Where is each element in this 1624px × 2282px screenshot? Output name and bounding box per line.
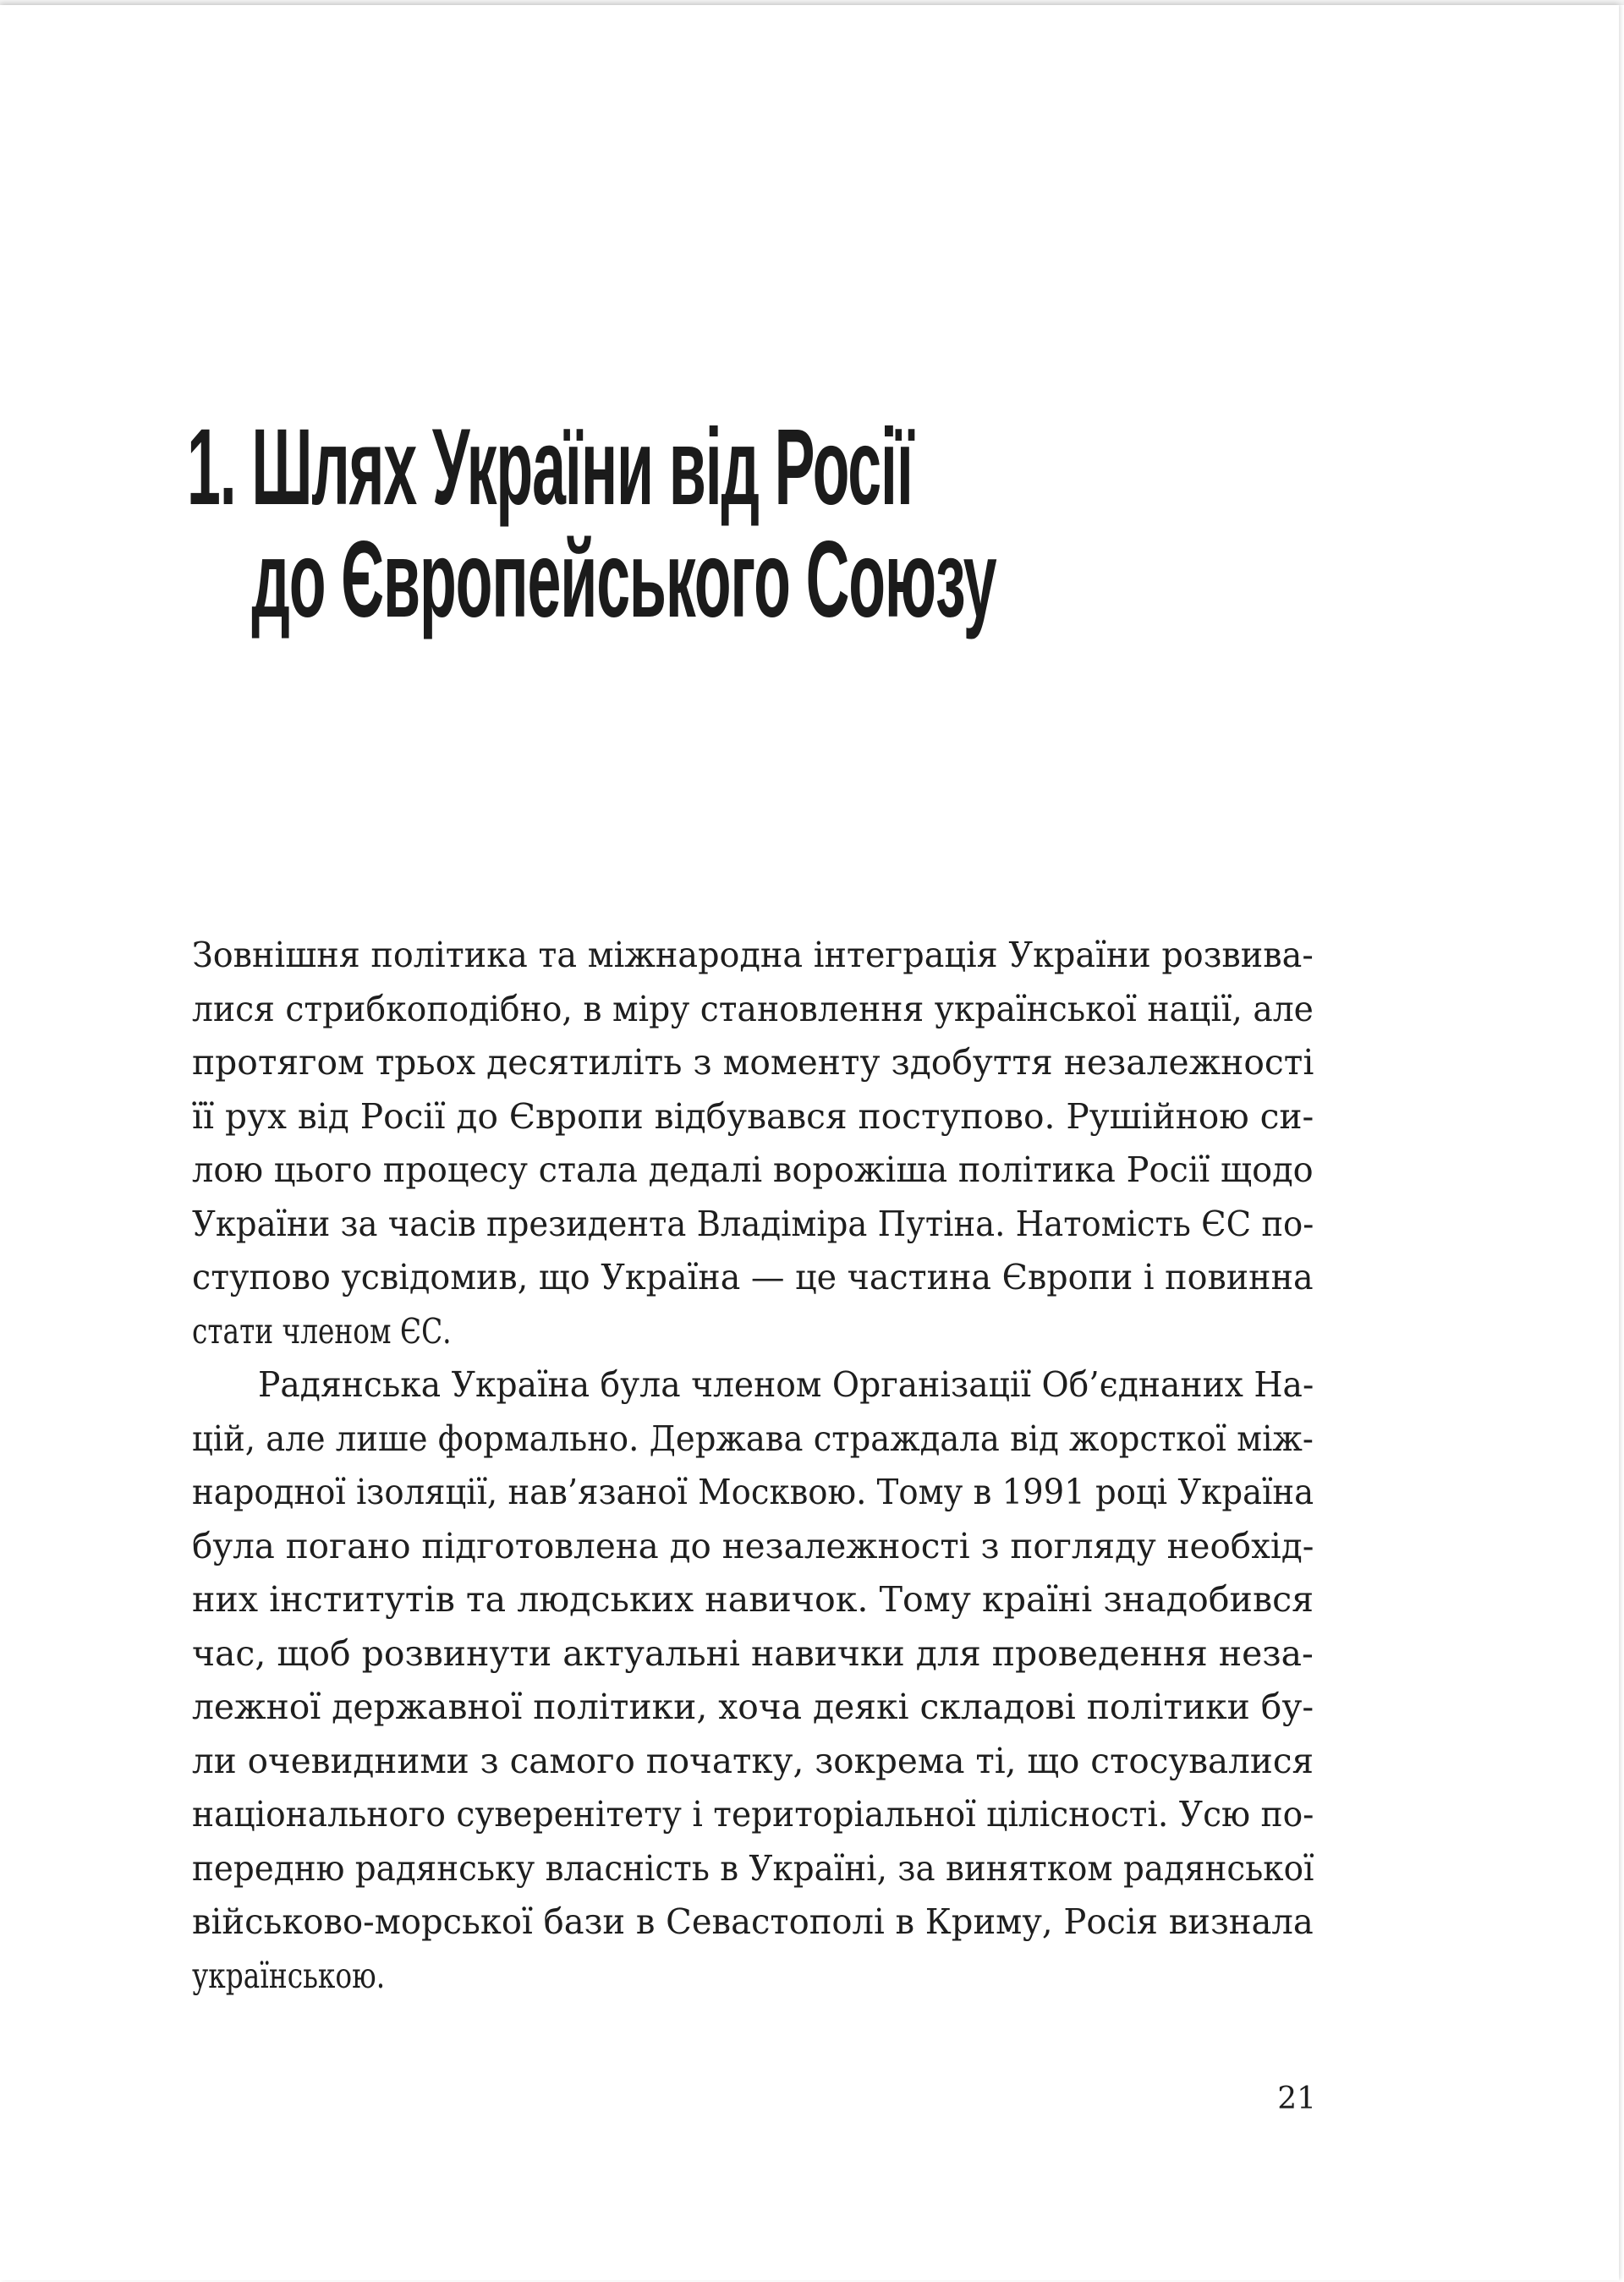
text-line-content: України за часів президента Владіміра Путіна. Натомість ЄС по- bbox=[192, 1203, 1314, 1244]
paragraph-2 bbox=[192, 1358, 1314, 2003]
text-line bbox=[192, 1413, 1314, 1467]
text-line-content: військово-морської бази в Севастополі в Криму, Росія визнала bbox=[192, 1901, 1314, 1942]
text-line-content: народної ізоляції, нав’язаної Москвою. Тому в 1991 році Україна bbox=[192, 1472, 1314, 1512]
text-line-content: цій, але лише формально. Держава страждала від жорсткої між- bbox=[192, 1418, 1314, 1459]
text-line-content: національного суверенітету і територіальної цілісності. Усю по- bbox=[192, 1794, 1314, 1835]
text-line bbox=[192, 1788, 1314, 1842]
text-line-content: лежної державної політики, хоча деякі складові політики бу- bbox=[192, 1687, 1314, 1727]
body-text bbox=[192, 929, 1314, 2003]
text-line bbox=[192, 1681, 1314, 1735]
text-line bbox=[192, 983, 1314, 1037]
text-line bbox=[192, 1466, 1314, 1520]
book-page bbox=[0, 5, 1619, 2280]
text-line-content: була погано підготовлена до незалежності з погляду необхід- bbox=[192, 1525, 1314, 1566]
text-line bbox=[192, 1842, 1314, 1896]
text-line bbox=[192, 1573, 1314, 1627]
text-line-content: Зовнішня політика та міжнародна інтеграція України розвива- bbox=[192, 935, 1314, 975]
text-line-content: ступово усвідомив, що Україна — це частина Європи і повинна bbox=[192, 1257, 1314, 1297]
chapter-title-line-1 bbox=[187, 407, 996, 528]
text-line bbox=[192, 929, 1314, 983]
text-line bbox=[192, 1036, 1314, 1090]
text-line bbox=[192, 1358, 1314, 1413]
text-line-content: стати членом ЄС. bbox=[192, 1310, 452, 1352]
text-line bbox=[192, 1251, 1314, 1305]
text-line bbox=[192, 1627, 1314, 1681]
text-line-content: Радянська Україна була членом Організації Об’єднаних На- bbox=[258, 1364, 1314, 1405]
paragraph-1 bbox=[192, 929, 1314, 1358]
text-line-content: лою цього процесу стала дедалі ворожіша політика Росії щодо bbox=[192, 1149, 1314, 1190]
chapter-title-text-1: Шлях України від Росії bbox=[251, 407, 913, 528]
text-line bbox=[192, 1305, 1314, 1359]
text-line bbox=[192, 1520, 1314, 1574]
text-line bbox=[192, 1735, 1314, 1789]
text-line bbox=[192, 1144, 1314, 1198]
chapter-title bbox=[187, 407, 1624, 640]
text-line-content: час, щоб розвинути актуальні навички для проведення неза- bbox=[192, 1632, 1314, 1674]
chapter-title-text-2: до Європейського Союзу bbox=[251, 519, 996, 640]
text-line-content: них інститутів та людських навичок. Тому країні знадобився bbox=[192, 1579, 1314, 1620]
text-line-content: українською. bbox=[192, 1955, 386, 1996]
page-number: 21 bbox=[1277, 2082, 1316, 2116]
text-line-content: ли очевидними з самого початку, зокрема ті, що стосувалися bbox=[192, 1740, 1314, 1781]
text-line-content: протягом трьох десятиліть з моменту здобуття незалежності bbox=[192, 1042, 1314, 1083]
chapter-title-line-2 bbox=[187, 519, 996, 640]
text-line bbox=[192, 1090, 1314, 1144]
text-line bbox=[192, 1950, 1314, 2004]
text-line-content: її рух від Росії до Європи відбувався поступово. Рушійною си- bbox=[192, 1095, 1314, 1137]
text-line-content: передню радянську власність в Україні, за винятком радянської bbox=[192, 1847, 1314, 1889]
text-line-content: лися стрибкоподібно, в міру становлення української нації, але bbox=[192, 988, 1314, 1029]
chapter-number: 1. bbox=[187, 407, 236, 528]
text-line bbox=[192, 1895, 1314, 1950]
text-line bbox=[192, 1198, 1314, 1252]
